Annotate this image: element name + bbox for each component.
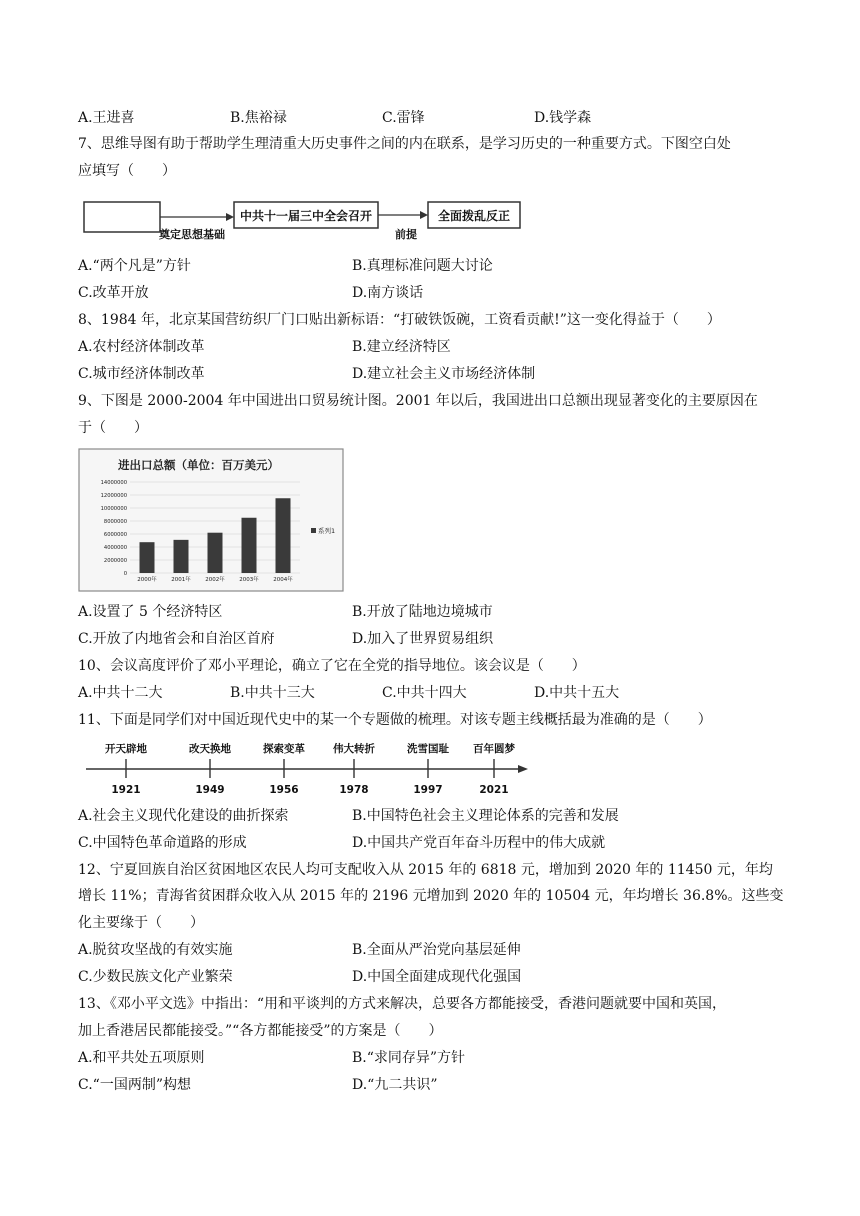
q12-option-a: A.脱贫攻坚战的有效实施 (78, 942, 233, 958)
timeline-year-label: 1997 (413, 784, 443, 796)
timeline-event-label: 探索变革 (263, 743, 305, 755)
q13-option-a: A.和平共处五项原则 (78, 1050, 205, 1066)
x-tick-label: 2001年 (171, 577, 191, 583)
q7-option-b: B.真理标准问题大讨论 (352, 258, 493, 274)
q13-stem-line1: 13、《邓小平文选》中指出：“用和平谈判的方式来解决，总要各方都能接受，香港问题就要中国和英国， (78, 996, 726, 1012)
q9-option-a: A.设置了 5 个经济特区 (78, 604, 223, 620)
q8-option-b: B.建立经济特区 (352, 339, 451, 355)
q11-stem: 11、下面是同学们对中国近现代史中的某一个专题做的梳理。对该专题主线概括最为准确的是（ ） (78, 712, 712, 728)
q13-option-c: C.“一国两制”构想 (78, 1077, 191, 1093)
q13-option-b: B.“求同存异”方针 (352, 1050, 466, 1066)
q7-stem-line2: 应填写（ ） (78, 163, 176, 179)
y-tick-label: 8000000 (103, 519, 127, 525)
q6-option-a: A.王进喜 (78, 110, 135, 126)
q8-option-d: D.建立社会主义市场经济体制 (352, 366, 536, 382)
q8-stem: 8、1984 年，北京某国营纺织厂门口贴出新标语：“打破铁饭碗，工资看贡献!”这一变化得益于（ ） (78, 312, 721, 328)
arrow1-label: 奠定思想基础 (159, 228, 225, 241)
q13-option-d: D.“九二共识” (352, 1077, 438, 1093)
timeline-event-label: 洗雪国耻 (407, 743, 449, 755)
x-tick-label: 2000年 (137, 577, 157, 583)
q6-option-b: B.焦裕禄 (230, 110, 287, 126)
q7-stem-line1: 7、思维导图有助于帮助学生理清重大历史事件之间的内在联系，是学习历史的一种重要方式。下图空白处 (78, 136, 731, 152)
q8-option-a: A.农村经济体制改革 (78, 339, 205, 355)
q8-option-c: C.城市经济体制改革 (78, 366, 205, 382)
y-tick-label: 6000000 (103, 532, 127, 538)
q9-option-d: D.加入了世界贸易组织 (352, 631, 494, 647)
q9-stem-line2: 于（ ） (78, 420, 148, 436)
q7-option-a: A.“两个凡是”方针 (78, 258, 191, 274)
arrow-head-icon (420, 211, 428, 219)
q7-option-d: D.南方谈话 (352, 285, 424, 301)
timeline-arrow-icon (518, 765, 528, 773)
q10-stem: 10、会议高度评价了邓小平理论，确立了它在全党的指导地位。该会议是（ ） (78, 658, 586, 674)
q9-option-b: B.开放了陆地边境城市 (352, 604, 493, 620)
x-tick-label: 2002年 (205, 577, 225, 583)
q7-option-c: C.改革开放 (78, 285, 149, 301)
q12-stem-line2: 增长 11%；青海省贫困群众收入从 2015 年的 2196 元增加到 2020 年的 10504 元，年均增长 36.8%。这些变 (78, 888, 784, 904)
legend-label: 系列1 (318, 527, 336, 535)
q11-option-d: D.中国共产党百年奋斗历程中的伟大成就 (352, 835, 606, 851)
q6-option-c: C.雷锋 (382, 110, 425, 126)
q12-stem-line1: 12、宁夏回族自治区贫困地区农民人均可支配收入从 2015 年的 6818 元，增加到 2020 年的 11450 元，年均 (78, 862, 773, 878)
timeline-event-label: 伟大转折 (333, 743, 375, 755)
arrow-head-icon (226, 213, 234, 221)
timeline-year-label: 1978 (339, 784, 369, 796)
meeting-box-label: 中共十一届三中全会召开 (239, 209, 373, 223)
legend-swatch (311, 528, 316, 533)
history-timeline (86, 738, 534, 798)
timeline-year-label: 1956 (269, 784, 299, 796)
chart-bar (174, 540, 189, 573)
y-tick-label: 12000000 (100, 493, 127, 499)
timeline-event-label: 改天换地 (189, 743, 231, 755)
x-tick-label: 2003年 (239, 577, 259, 583)
x-tick-label: 2004年 (273, 577, 293, 583)
y-tick-label: 4000000 (103, 545, 127, 551)
q12-stem-line3: 化主要缘于（ ） (78, 915, 204, 931)
blank-box (84, 202, 160, 232)
timeline-event-label: 开天辟地 (105, 743, 147, 755)
y-tick-label: 10000000 (100, 506, 127, 512)
arrow2-label: 前提 (395, 228, 417, 241)
chart-bar (208, 533, 223, 573)
timeline-year-label: 1949 (195, 784, 225, 796)
q11-option-a: A.社会主义现代化建设的曲折探索 (78, 808, 289, 824)
q13-stem-line2: 加上香港居民都能接受。”“各方都能接受”的方案是（ ） (78, 1023, 443, 1039)
chart-bar (276, 498, 291, 573)
chart-bar (140, 542, 155, 573)
q6-option-d: D.钱学森 (534, 110, 592, 126)
y-tick-label: 2000000 (103, 558, 127, 564)
q9-option-c: C.开放了内地省会和自治区首府 (78, 631, 275, 647)
timeline-year-label: 1921 (111, 784, 141, 796)
q7-mind-map (80, 196, 560, 244)
chart-title: 进出口总额（单位：百万美元） (118, 458, 279, 472)
q11-option-b: B.中国特色社会主义理论体系的完善和发展 (352, 808, 619, 824)
y-tick-label: 0 (123, 571, 127, 577)
q12-option-d: D.中国全面建成现代化强国 (352, 969, 522, 985)
q10-option-b: B.中共十三大 (230, 685, 315, 701)
q9-stem-line1: 9、下图是 2000-2004 年中国进出口贸易统计图。2001 年以后，我国进出口总额出现显著变化的主要原因在 (78, 393, 758, 409)
q10-option-c: C.中共十四大 (382, 685, 467, 701)
trade-bar-chart (78, 448, 344, 592)
y-tick-label: 14000000 (100, 480, 127, 486)
q10-option-a: A.中共十二大 (78, 685, 163, 701)
chart-bar (242, 518, 257, 573)
timeline-year-label: 2021 (479, 784, 509, 796)
q12-option-c: C.少数民族文化产业繁荣 (78, 969, 233, 985)
result-box-label: 全面拨乱反正 (437, 209, 511, 223)
q12-option-b: B.全面从严治党向基层延伸 (352, 942, 521, 958)
q10-option-d: D.中共十五大 (534, 685, 620, 701)
timeline-event-label: 百年圆梦 (473, 743, 515, 755)
q11-option-c: C.中国特色革命道路的形成 (78, 835, 247, 851)
